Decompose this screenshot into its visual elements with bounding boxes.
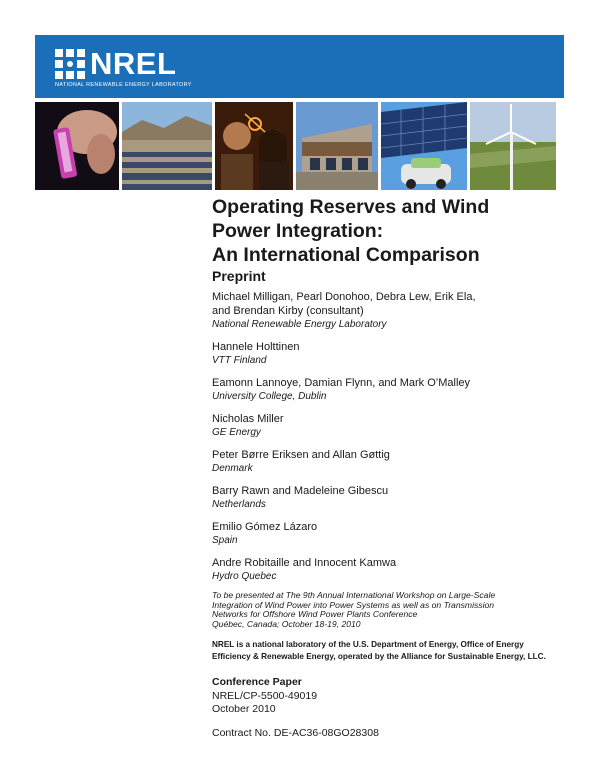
header-banner	[35, 35, 564, 98]
paper-number: NREL/CP-5500-49019	[212, 689, 318, 702]
author-names: Michael Milligan, Pearl Donohoo, Debra Lew, Erik Ela,	[212, 291, 476, 303]
document-subtitle: Preprint	[212, 268, 266, 284]
author-names: Eamonn Lannoye, Damian Flynn, and Mark O’Malley	[212, 377, 471, 389]
photo-solar-cell	[35, 102, 119, 190]
author-block	[212, 448, 582, 475]
photo-researchers	[215, 102, 293, 190]
author-affiliation: Denmark	[212, 463, 253, 474]
paper-date: October 2010	[212, 703, 276, 715]
presentation-line: Québec, Canada; October 18-19, 2010	[212, 618, 361, 629]
author-block	[212, 412, 582, 439]
nrel-logo-mark-icon	[55, 49, 85, 79]
author-block	[212, 290, 582, 331]
nrel-logo	[55, 46, 177, 81]
photo-strip	[35, 102, 564, 190]
author-names: Emilio Gómez Lázaro	[212, 521, 318, 533]
author-block	[212, 520, 582, 547]
presentation-line: Networks for Offshore Wind Power Plants Conference	[212, 609, 418, 619]
title-line-3: An International Comparison	[212, 244, 480, 266]
author-affiliation: VTT Finland	[212, 355, 267, 366]
nrel-statement	[212, 639, 582, 662]
nrel-logo-subtitle: NATIONAL RENEWABLE ENERGY LABORATORY	[55, 82, 192, 88]
author-names: Andre Robitaille and Innocent Kamwa	[212, 557, 397, 569]
photo-solar-car	[381, 102, 467, 190]
photo-building	[296, 102, 378, 190]
photo-solar-field	[122, 102, 212, 190]
nrel-statement-line: Efficiency & Renewable Energy, operated by the Alliance for Sustainable Energy, LLC.	[212, 651, 546, 661]
author-names: Hannele Holttinen	[212, 341, 300, 353]
presentation-line: To be presented at The 9th Annual International Workshop on Large-Scale	[212, 590, 496, 600]
author-names: and Brendan Kirby (consultant)	[212, 305, 364, 317]
author-names: Nicholas Miller	[212, 413, 284, 425]
author-affiliation: Spain	[212, 535, 238, 546]
author-block	[212, 556, 582, 583]
photo-wind-turbine	[470, 102, 556, 190]
author-block	[212, 484, 582, 511]
title-line-1: Operating Reserves and Wind	[212, 196, 490, 218]
nrel-logo-text: NREL	[90, 46, 177, 81]
author-affiliation: GE Energy	[212, 427, 261, 438]
author-affiliation: Hydro Quebec	[212, 571, 277, 582]
paper-type: Conference Paper	[212, 676, 302, 688]
author-names: Peter Børre Eriksen and Allan Gøttig	[212, 449, 390, 461]
author-affiliation: University College, Dublin	[212, 391, 327, 402]
author-block	[212, 340, 582, 367]
contract-number: Contract No. DE-AC36-08GO28308	[212, 726, 379, 739]
author-names: Barry Rawn and Madeleine Gibescu	[212, 485, 389, 497]
presentation-line: Integration of Wind Power into Power Systems as well as on Transmission	[212, 599, 495, 610]
presentation-note	[212, 590, 582, 630]
nrel-statement-line: NREL is a national laboratory of the U.S. Department of Energy, Office of Energy	[212, 640, 524, 649]
author-affiliation: National Renewable Energy Laboratory	[212, 319, 387, 330]
title-line-2: Power Integration:	[212, 220, 384, 242]
author-block	[212, 376, 582, 403]
document-content	[212, 195, 582, 740]
author-affiliation: Netherlands	[212, 499, 266, 510]
